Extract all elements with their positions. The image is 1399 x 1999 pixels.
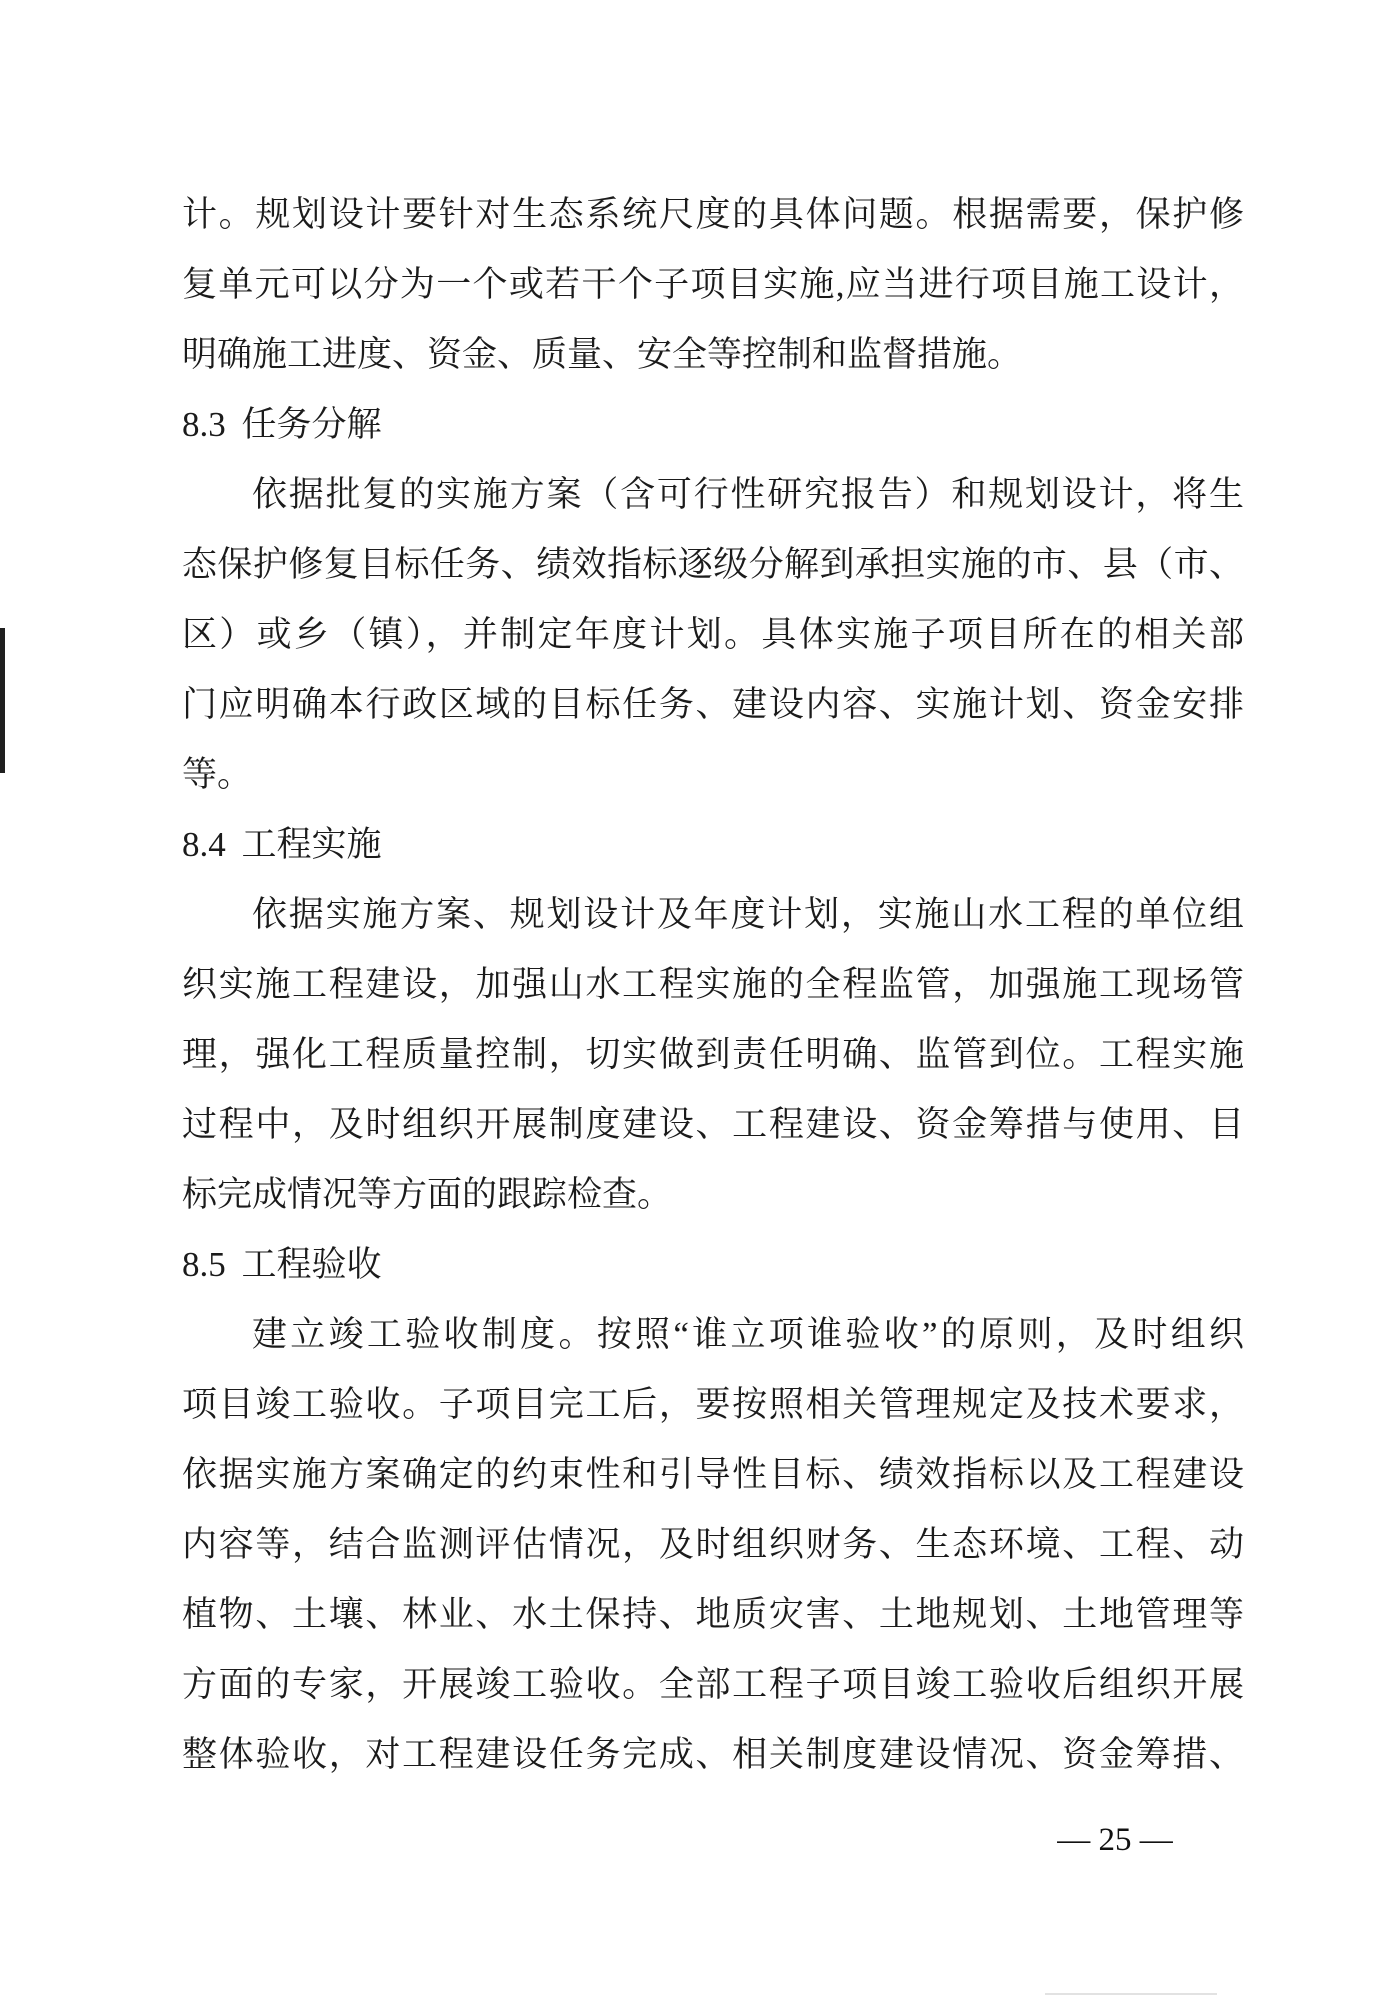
paragraph-line: 植物、土壤、林业、水土保持、地质灾害、土地规划、土地管理等 bbox=[182, 1595, 1244, 1634]
section-heading-8-3 bbox=[182, 390, 1244, 460]
paragraph-line: 等。 bbox=[182, 755, 253, 794]
paragraph-line: 计。规划设计要针对生态系统尺度的具体问题。根据需要，保护修 bbox=[182, 195, 1244, 234]
paragraph-line: 方面的专家，开展竣工验收。全部工程子项目竣工验收后组织开展 bbox=[182, 1665, 1244, 1704]
section-title: 工程实施 bbox=[241, 825, 382, 864]
section-heading-8-5 bbox=[182, 1230, 1244, 1300]
paragraph-line: 依据批复的实施方案（含可行性研究报告）和规划设计，将生 bbox=[252, 475, 1244, 514]
paragraph-line: 织实施工程建设，加强山水工程实施的全程监管，加强施工现场管 bbox=[182, 965, 1244, 1004]
paragraph-line: 标完成情况等方面的跟踪检查。 bbox=[182, 1175, 673, 1214]
paragraph-line: 复单元可以分为一个或若干个子项目实施,应当进行项目施工设计， bbox=[182, 265, 1244, 304]
paragraph-line: 项目竣工验收。子项目完工后，要按照相关管理规定及技术要求， bbox=[182, 1385, 1244, 1424]
paragraph-line: 门应明确本行政区域的目标任务、建设内容、实施计划、资金安排 bbox=[182, 685, 1244, 724]
scan-artifact-bottom-edge bbox=[1045, 1993, 1217, 1995]
section-number: 8.3 bbox=[182, 405, 226, 444]
paragraph-line: 过程中，及时组织开展制度建设、工程建设、资金筹措与使用、目 bbox=[182, 1105, 1244, 1144]
section-heading-8-4 bbox=[182, 810, 1244, 880]
paragraph-line: 依据实施方案、规划设计及年度计划，实施山水工程的单位组 bbox=[252, 895, 1244, 934]
document-body bbox=[182, 180, 1244, 1790]
paragraph-line: 理，强化工程质量控制，切实做到责任明确、监管到位。工程实施 bbox=[182, 1035, 1244, 1074]
paragraph-line: 区）或乡（镇），并制定年度计划。具体实施子项目所在的相关部 bbox=[182, 615, 1244, 654]
scan-artifact-line bbox=[0, 628, 5, 773]
section-number: 8.4 bbox=[182, 825, 226, 864]
section-title: 任务分解 bbox=[241, 405, 382, 444]
paragraph-line: 内容等，结合监测评估情况，及时组织财务、生态环境、工程、动 bbox=[182, 1525, 1244, 1564]
paragraph-line: 态保护修复目标任务、绩效指标逐级分解到承担实施的市、县（市、 bbox=[182, 545, 1244, 584]
paragraph-line: 依据实施方案确定的约束性和引导性目标、绩效指标以及工程建设 bbox=[182, 1455, 1244, 1494]
paragraph-line: 明确施工进度、资金、质量、安全等控制和监督措施。 bbox=[182, 335, 1023, 374]
section-title: 工程验收 bbox=[241, 1245, 382, 1284]
section-number: 8.5 bbox=[182, 1245, 226, 1284]
paragraph-line: 建立竣工验收制度。按照“谁立项谁验收”的原则，及时组织 bbox=[252, 1315, 1244, 1354]
page-number: — 25 — bbox=[1057, 1822, 1173, 1858]
paragraph-line: 整体验收，对工程建设任务完成、相关制度建设情况、资金筹措、 bbox=[182, 1735, 1244, 1774]
